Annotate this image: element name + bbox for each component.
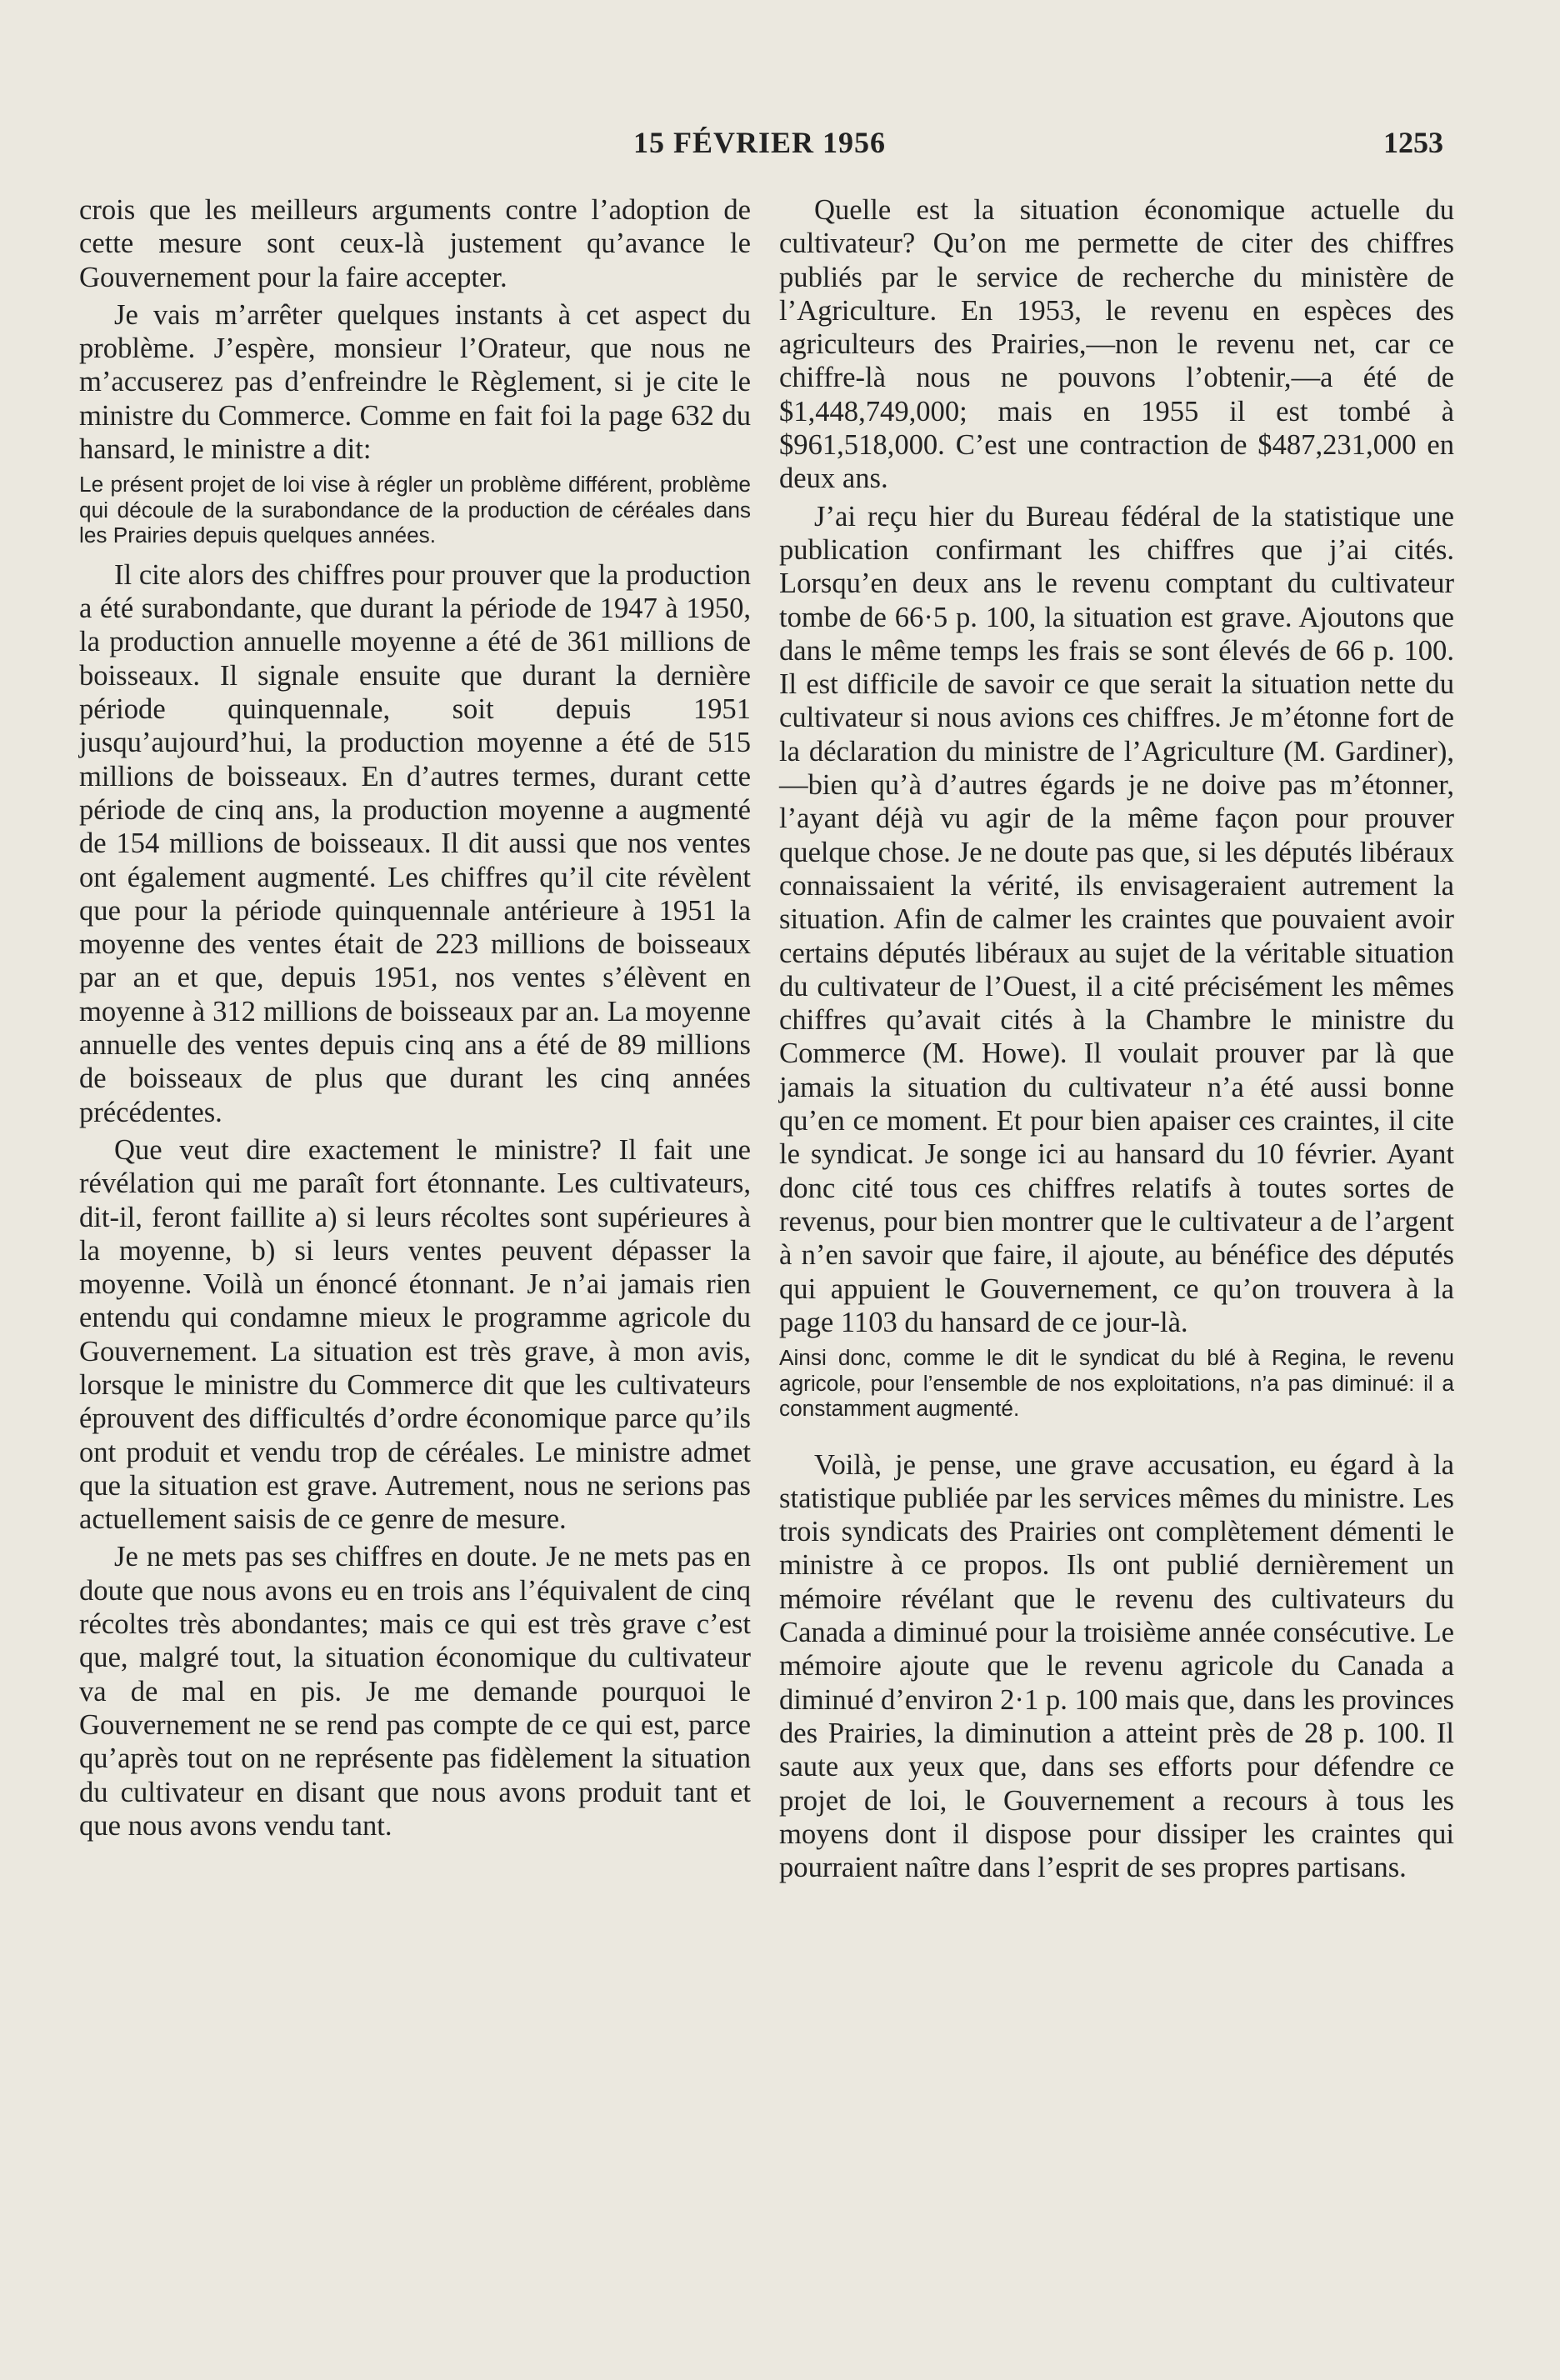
quotation: Le présent projet de loi vise à régler un problème différent, problème qui découle de la surabondance de la production de céréales dans les Prairies depuis quelques années. [79, 472, 751, 548]
paragraph: crois que les meilleurs arguments contre l’adoption de cette mesure sont ceux-là justement qu’avance le Gouvernement pour la faire accepter. [79, 194, 751, 293]
paragraph: Voilà, je pense, une grave accusation, eu égard à la statistique publiée par les services mêmes du ministre. Les trois syndicats des Prairies ont complètement démenti le ministre à ce propos. Ils ont publié dernièrement un mémoire révélant que le revenu des cultivateurs du Canada a diminué pour la troisième année consécutive. Le mémoire ajoute que le revenu agricole du Canada a diminué d’environ 2·1 p. 100 mais que, dans les provinces des Prairies, la diminution a atteint près de 28 p. 100. Il saute aux yeux que, dans ses efforts pour défendre ce projet de loi, le Gouvernement a recours à tous les moyens dont il dispose pour dissiper les craintes qui pourraient naître dans l’esprit de ses propres partisans. [779, 1448, 1454, 1884]
left-column [79, 193, 751, 1847]
quotation: Ainsi donc, comme le dit le syndicat du blé à Regina, le revenu agricole, pour l’ensemble de nos exploitations, n’a pas diminué: il a constamment augmenté. [779, 1345, 1454, 1422]
paragraph: Quelle est la situation économique actuelle du cultivateur? Qu’on me permette de citer des chiffres publiés par le service de recherche du ministère de l’Agriculture. En 1953, le revenu en espèces des agriculteurs des Prairies,—non le revenu net, car ce chiffre-là nous ne pouvons l’obtenir,—a été de $1,448,749,000; mais en 1955 il est tombé à $961,518,000. C’est une contraction de $487,231,000 en deux ans. [779, 194, 1454, 495]
paragraph: J’ai reçu hier du Bureau fédéral de la statistique une publication confirmant les chiffres que j’ai cités. Lorsqu’en deux ans le revenu comptant du cultivateur tombe de 66·5 p. 100, la situation est grave. Ajoutons que dans le même temps les frais se sont élevés de 66 p. 100. Il est difficile de savoir ce que serait la situation nette du cultivateur si nous avions ces chiffres. Je m’étonne fort de la déclaration du ministre de l’Agriculture (M. Gardiner),—bien qu’à d’autres égards je ne doive pas m’étonner, l’ayant déjà vu agir de la même façon pour prouver quelque chose. Je ne doute pas que, si les députés libéraux connaissaient la vérité, ils envisageraient autrement la situation. Afin de calmer les craintes que pouvaient avoir certains députés libéraux au sujet de la véritable situation du cultivateur de l’Ouest, il a cité précisément les mêmes chiffres qu’avait cités à la Chambre le ministre du Commerce (M. Howe). Il voulait prouver par là que jamais la situation du cultivateur n’a été aussi bonne qu’en ce moment. Et pour bien apaiser ces craintes, il cite le syndicat. Je songe ici au hansard du 10 février. Ayant donc cité tous ces chiffres relatifs à toutes sortes de revenus, pour bien montrer que le cultivateur a de l’argent à n’en savoir que faire, il ajoute, au bénéfice des députés qui appuient le Gouvernement, ce qu’on trouvera à la page 1103 du hansard de ce jour-là. [779, 500, 1454, 1338]
paragraph: Je vais m’arrêter quelques instants à cet aspect du problème. J’espère, monsieur l’Orateur, que nous ne m’accuserez pas d’enfreindre le Règlement, si je cite le ministre du Commerce. Comme en fait foi la page 632 du hansard, le ministre a dit: [79, 298, 751, 466]
right-column [779, 193, 1454, 1888]
paragraph: Il cite alors des chiffres pour prouver que la production a été surabondante, que durant la période de 1947 à 1950, la production annuelle moyenne a été de 361 millions de boisseaux. Il signale ensuite que durant la dernière période quinquennale, soit depuis 1951 jusqu’aujourd’hui, la production moyenne a été de 515 millions de boisseaux. En d’autres termes, durant cette période de cinq ans, la production moyenne a augmenté de 154 millions de boisseaux. Il dit aussi que nos ventes ont également augmenté. Les chiffres qu’il cite révèlent que pour la période quinquennale antérieure à 1951 la moyenne des ventes était de 223 millions de boisseaux par an et que, depuis 1951, nos ventes s’élèvent en moyenne à 312 millions de boisseaux par an. La moyenne annuelle des ventes depuis cinq ans a été de 89 millions de boisseaux de plus que durant les cinq années précédentes. [79, 558, 751, 1128]
page-header [0, 125, 1560, 175]
paragraph: Je ne mets pas ses chiffres en doute. Je ne mets pas en doute que nous avons eu en trois ans l’équivalent de cinq récoltes très abondantes; mais ce qui est très grave c’est que, malgré tout, la situation économique du cultivateur va de mal en pis. Je me demande pourquoi le Gouvernement ne se rend pas compte de ce qui est, parce qu’après tout on ne représente pas fidèlement la situation du cultivateur en disant que nous avons produit tant et que nous avons vendu tant. [79, 1541, 751, 1842]
page-number: 1253 [1383, 126, 1443, 159]
page-date: 15 FÉVRIER 1956 [633, 126, 887, 159]
paragraph: Que veut dire exactement le ministre? Il fait une révélation qui me paraît fort étonnante. Les cultivateurs, dit-il, feront faillite a) si leurs récoltes sont supérieures à la moyenne, b) si leurs ventes peuvent dépasser la moyenne. Voilà un énoncé étonnant. Je n’ai jamais rien entendu qui condamne mieux le programme agricole du Gouvernement. La situation est très grave, à mon avis, lorsque le ministre du Commerce dit que les cultivateurs éprouvent des difficultés d’ordre économique parce qu’ils ont produit et vendu trop de céréales. Le ministre admet que la situation est grave. Autrement, nous ne serions pas actuellement saisis de ce genre de mesure. [79, 1133, 751, 1536]
